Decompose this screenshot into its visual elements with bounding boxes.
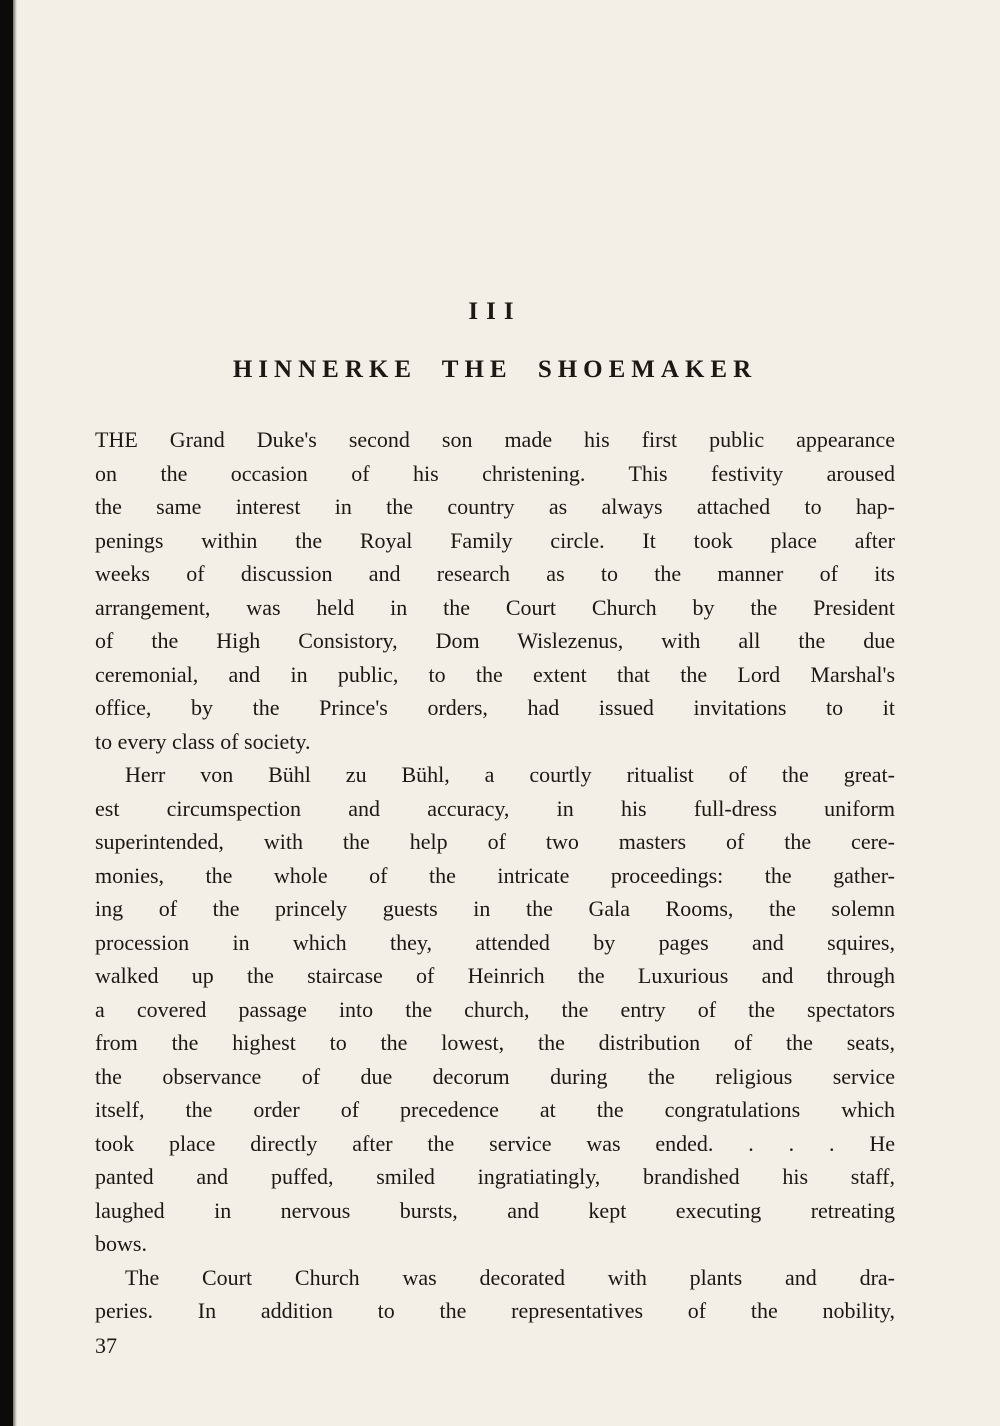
paragraph: [95, 1261, 895, 1328]
text-line: arrangement, was held in the Court Church by the President: [95, 594, 895, 620]
scan-edge-left: [0, 0, 13, 1426]
text-line: bows.: [95, 1231, 147, 1256]
text-line: est circumspection and accuracy, in his full-dress uniform: [95, 795, 895, 821]
text-line: walked up the staircase of Heinrich the Luxurious and through: [95, 963, 895, 988]
text-line: penings within the Royal Family circle. It took place after: [95, 527, 895, 553]
text-line: panted and puffed, smiled ingratiatingly, brandished his staff,: [95, 1164, 895, 1189]
chapter-title: HINNERKE THE SHOEMAKER: [232, 356, 758, 383]
body-text: [95, 423, 895, 1328]
text-line: of the High Consistory, Dom Wislezenus, with all the due: [95, 628, 895, 653]
text-line: took place directly after the service was ended. . . . He: [95, 1130, 895, 1156]
text-line: the same interest in the country as always attached to hap-: [95, 494, 895, 519]
text-line: from the highest to the lowest, the distribution of the seats,: [95, 1030, 895, 1055]
scan-edge-shadow: [13, 0, 17, 1426]
text-line: procession in which they, attended by pages and squires,: [95, 929, 895, 955]
text-line: laughed in nervous bursts, and kept executing retreating: [95, 1197, 895, 1223]
text-line: peries. In addition to the representatives of the nobility,: [95, 1298, 895, 1323]
text-line: on the occasion of his christening. This festivity aroused: [95, 460, 895, 486]
text-line: ceremonial, and in public, to the extent that the Lord Marshal's: [95, 661, 895, 687]
text-line: The Court Church was decorated with plants and dra-: [125, 1264, 895, 1290]
text-line: to every class of society.: [95, 728, 311, 754]
text-line: monies, the whole of the intricate proceedings: the gather-: [95, 862, 895, 888]
chapter-number: III: [468, 298, 522, 325]
text-line: ing of the princely guests in the Gala Rooms, the solemn: [95, 896, 895, 921]
text-line: Herr von Bühl zu Bühl, a courtly ritualist of the great-: [125, 762, 895, 787]
page-content: [95, 0, 895, 1362]
page-number: 37: [95, 1332, 117, 1358]
text-line: office, by the Prince's orders, had issued invitations to it: [95, 695, 895, 720]
paragraph: [95, 758, 895, 1261]
text-line: weeks of discussion and research as to the manner of its: [95, 561, 895, 586]
paragraph: [95, 423, 895, 758]
text-line: THE Grand Duke's second son made his first public appearance: [95, 427, 895, 452]
text-line: itself, the order of precedence at the congratulations which: [95, 1097, 895, 1122]
text-line: superintended, with the help of two masters of the cere-: [95, 829, 895, 854]
text-line: a covered passage into the church, the entry of the spectators: [95, 996, 895, 1022]
text-line: the observance of due decorum during the religious service: [95, 1063, 895, 1089]
